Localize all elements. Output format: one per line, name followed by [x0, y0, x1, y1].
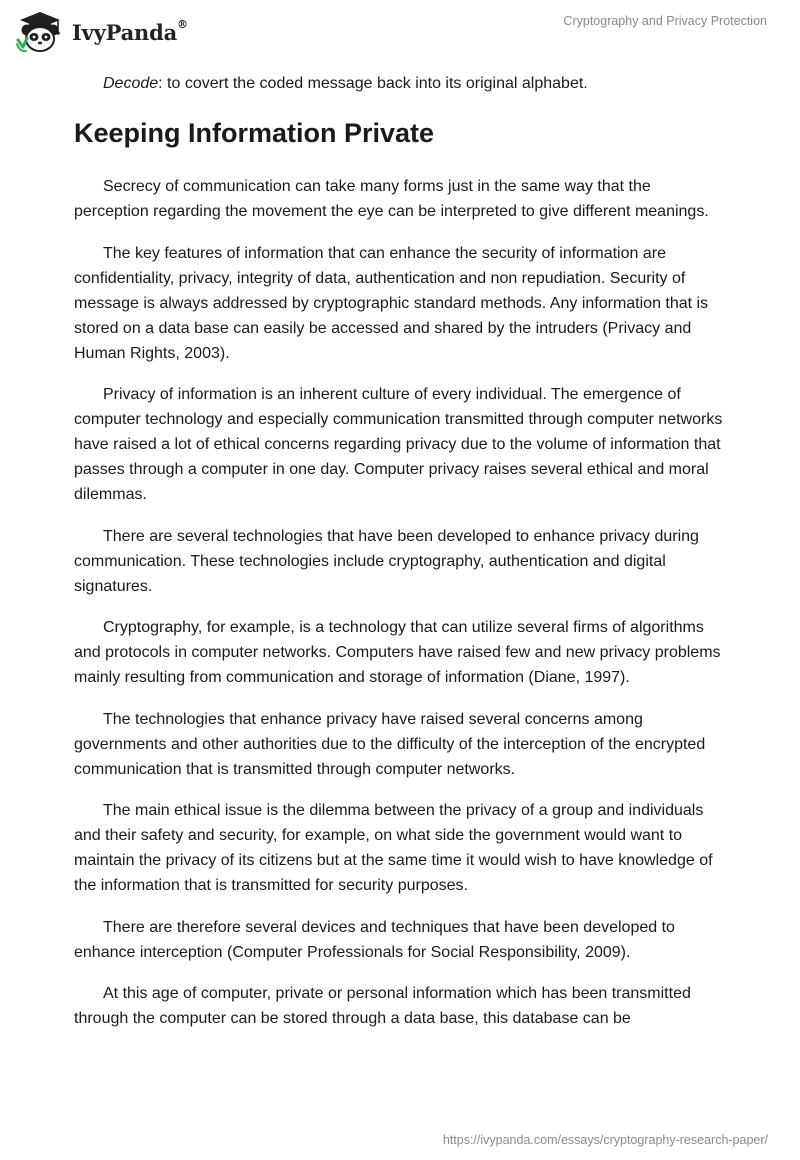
- definition-term: Decode: [103, 75, 159, 92]
- definition-line: [74, 72, 726, 96]
- paragraph: Cryptography, for example, is a technology that can utilize several firms of algorithms and protocols in computer networks. Computers have raised few and new privacy problems mainly resulting from communication and storage of information (Diane, 1997).: [74, 619, 721, 686]
- source-url[interactable]: https://ivypanda.com/essays/cryptography-research-paper/: [442, 1133, 768, 1147]
- paragraph: The main ethical issue is the dilemma between the privacy of a group and individuals and their safety and security, for example, on what side the government would want to maintain the privacy of its citizens but at the same time it would wish to have knowledge of the information that is transmitted for security purposes.: [74, 802, 713, 894]
- document-title: Cryptography and Privacy Protection: [563, 14, 767, 28]
- paragraph: Secrecy of communication can take many forms just in the same way that the perception regarding the movement the eye can be interpreted to give different meanings.: [74, 178, 709, 220]
- paragraph: Privacy of information is an inherent culture of every individual. The emergence of computer technology and especially communication transmitted through computer networks have raised a lot of ethical concerns regarding privacy due to the volume of information that passes through a computer in one day. Computer privacy raises several ethical and moral dilemmas.: [74, 386, 723, 503]
- essay-content: [74, 72, 726, 1048]
- logo-wordmark: IvyPanda®: [72, 17, 188, 45]
- paragraph: There are several technologies that have been developed to enhance privacy during communication. These technologies include cryptography, authentication and digital signatures.: [74, 527, 699, 595]
- registered-mark: ®: [177, 17, 188, 31]
- panda-mascot-icon: [14, 10, 66, 54]
- paragraph: The key features of information that can enhance the security of information are confidentiality, privacy, integrity of data, authentication and non repudiation. Security of message is always addressed by cryptographic standard methods. Any information that is stored on a data base can easily be accessed and shared by the intruders (Privacy and Human Rights, 2003).: [74, 244, 709, 362]
- paragraph: There are therefore several devices and techniques that have been developed to enhance interception (Computer Professionals for Social Responsibility, 2009).: [74, 918, 675, 961]
- page-header: [0, 0, 800, 70]
- ivypanda-logo[interactable]: [14, 10, 188, 54]
- definition-text: : to covert the coded message back into its original alphabet.: [158, 75, 588, 92]
- paragraph: The technologies that enhance privacy have raised several concerns among governments and other authorities due to the difficulty of the interception of the encrypted communication that is transmitted through computer networks.: [74, 710, 706, 778]
- paragraph: At this age of computer, private or personal information which has been transmitted through the computer can be stored through a data base, this database can be: [74, 985, 691, 1027]
- section-heading: Keeping Information Private: [74, 118, 435, 148]
